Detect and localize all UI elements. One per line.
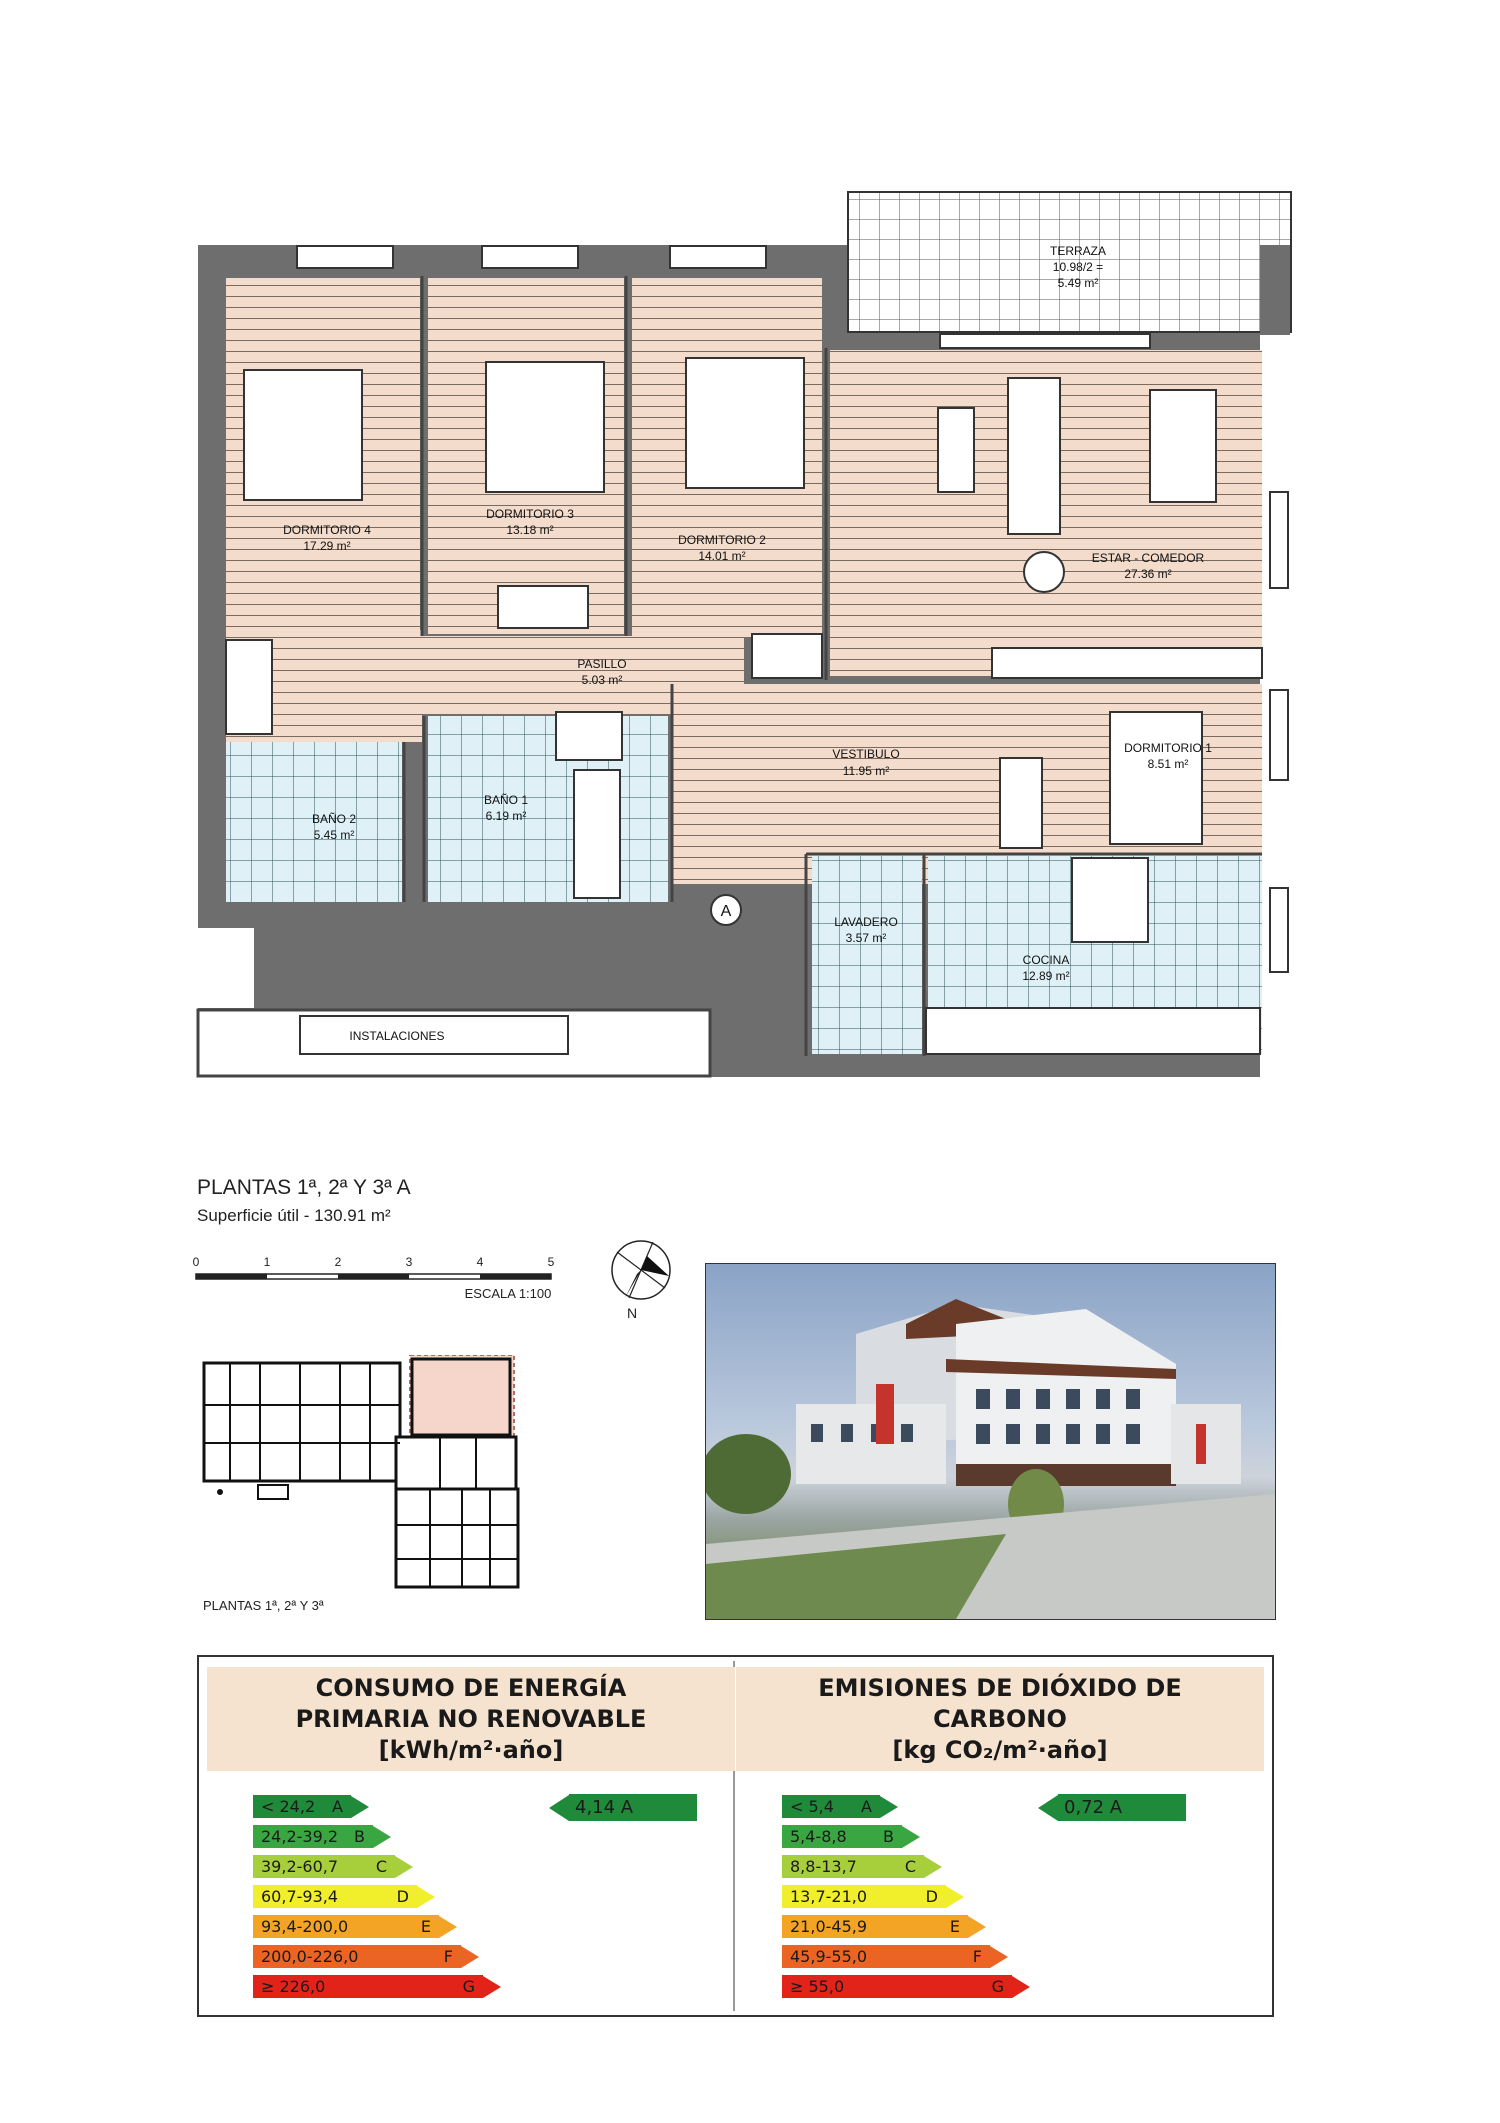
hall-bench: [992, 648, 1262, 678]
energy-band-f: [253, 1945, 479, 1968]
band-arrow-icon: [417, 1886, 435, 1908]
energy-consumption-rating: [549, 1794, 697, 1821]
bed-dormitorio-4: [244, 370, 362, 500]
room-label-name: TERRAZA: [1049, 244, 1107, 258]
co2-emissions-header: [736, 1667, 1264, 1771]
bed-dormitorio-2: [686, 358, 804, 488]
room-label-name: COCINA: [1022, 953, 1070, 967]
room-label-area: 3.57 m²: [845, 931, 887, 945]
band-arrow-icon: [924, 1856, 942, 1878]
panel-title-line: PRIMARIA NO RENOVABLE: [295, 1704, 647, 1733]
keyplan-label: PLANTAS 1ª, 2ª Y 3ª: [203, 1598, 324, 1613]
installations-label: INSTALACIONES: [349, 1029, 445, 1043]
scale-tick: 0: [192, 1255, 200, 1269]
key-plan: [200, 1355, 520, 1595]
band-range: 39,2-60,7: [261, 1857, 339, 1876]
dining-table: [1150, 390, 1216, 502]
energy-band-d: [253, 1885, 435, 1908]
energy-band-a: [782, 1795, 898, 1818]
band-letter: E: [949, 1917, 960, 1936]
plan-subtitle: Superficie útil - 130.91 m²: [197, 1206, 391, 1225]
band-range: 45,9-55,0: [790, 1947, 868, 1966]
room-label-area: 5.03 m²: [581, 673, 623, 687]
room-label-area-extra: 5.49 m²: [1057, 276, 1099, 290]
band-arrow-icon: [946, 1886, 964, 1908]
room-label-area: 11.95 m²: [842, 764, 890, 778]
band-letter: C: [904, 1857, 916, 1876]
room-label-area: 13.18 m²: [506, 523, 554, 537]
band-range: 5,4-8,8: [790, 1827, 847, 1846]
kitchen-counter: [926, 1008, 1260, 1054]
band-letter: E: [420, 1917, 431, 1936]
room-label-name: DORMITORIO 1: [1124, 741, 1212, 755]
band-range: < 5,4: [790, 1797, 834, 1816]
band-arrow-icon: [373, 1826, 391, 1848]
band-range: 60,7-93,4: [261, 1887, 339, 1906]
energy-band-d: [782, 1885, 964, 1908]
scale-tick: 1: [263, 1255, 271, 1269]
energy-band-e: [782, 1915, 986, 1938]
band-range: ≥ 226,0: [261, 1977, 326, 1996]
room-label-area: 6.19 m²: [485, 809, 527, 823]
band-letter: D: [396, 1887, 409, 1906]
panel-title-line: [kWh/m²·año]: [378, 1735, 564, 1764]
room-label-name: ESTAR - COMEDOR: [1091, 551, 1205, 565]
room-label-area: 27.36 m²: [1124, 567, 1172, 581]
entry-marker-label: A: [720, 903, 732, 920]
energy-band-g: [253, 1975, 501, 1998]
energy-band-b: [253, 1825, 391, 1848]
band-arrow-icon: [461, 1946, 479, 1968]
band-range: 24,2-39,2: [261, 1827, 339, 1846]
scale-bar: [190, 1250, 570, 1310]
plan-title: PLANTAS 1ª, 2ª Y 3ª A: [197, 1176, 411, 1199]
band-range: 13,7-21,0: [790, 1887, 868, 1906]
band-letter: F: [443, 1947, 453, 1966]
room-label-name: DORMITORIO 3: [486, 507, 574, 521]
panel-title-line: CARBONO: [933, 1704, 1067, 1733]
kitchen-table: [1072, 858, 1148, 942]
band-arrow-icon: [439, 1916, 457, 1938]
building-render-image: [705, 1263, 1276, 1620]
co2-emissions-rating: [1038, 1794, 1186, 1821]
shower: [556, 712, 622, 760]
energy-consumption-panel: [207, 1667, 735, 2005]
room-label-name: DORMITORIO 4: [283, 523, 371, 537]
energy-band-c: [253, 1855, 413, 1878]
room-label-name: VESTIBULO: [832, 747, 900, 761]
energy-band-f: [782, 1945, 1008, 1968]
desk: [498, 586, 588, 628]
energy-band-b: [782, 1825, 920, 1848]
energy-band-e: [253, 1915, 457, 1938]
scale-tick: 2: [334, 1255, 342, 1269]
room-label-name: BAÑO 2: [311, 812, 357, 826]
co2-emissions-panel: [736, 1667, 1264, 2005]
band-arrow-icon: [880, 1796, 898, 1818]
room-bano-1: [428, 716, 668, 902]
coffee-table: [938, 408, 974, 492]
band-arrow-icon: [351, 1796, 369, 1818]
room-label-area: 10.98/2 =: [1052, 260, 1104, 274]
energy-band-a: [253, 1795, 369, 1818]
scale-tick: 4: [476, 1255, 484, 1269]
north-label: N: [627, 1305, 638, 1321]
energy-certificate: [197, 1655, 1274, 2017]
band-range: 200,0-226,0: [261, 1947, 359, 1966]
rating-value: 0,72 A: [1058, 1794, 1186, 1821]
bed-dormitorio-1: [1110, 712, 1202, 844]
band-letter: A: [332, 1797, 343, 1816]
band-letter: G: [991, 1977, 1004, 1996]
panel-title-line: [kg CO₂/m²·año]: [892, 1735, 1108, 1764]
bed-dormitorio-3: [486, 362, 604, 492]
panel-title-line: EMISIONES DE DIÓXIDO DE: [818, 1673, 1182, 1702]
band-letter: F: [972, 1947, 982, 1966]
room-lavadero: [812, 856, 922, 1054]
band-range: ≥ 55,0: [790, 1977, 845, 1996]
energy-band-c: [782, 1855, 942, 1878]
band-range: 8,8-13,7: [790, 1857, 857, 1876]
energy-band-g: [782, 1975, 1030, 1998]
scale-tick: 5: [547, 1255, 555, 1269]
room-label-name: BAÑO 1: [483, 793, 529, 807]
room-label-name: PASILLO: [577, 657, 627, 671]
room-label-name: DORMITORIO 2: [678, 533, 766, 547]
sofa: [1008, 378, 1060, 534]
rating-arrow-icon: [1038, 1795, 1058, 1821]
band-letter: B: [354, 1827, 365, 1846]
band-arrow-icon: [395, 1856, 413, 1878]
band-range: 93,4-200,0: [261, 1917, 349, 1936]
scale-label: ESCALA 1:100: [464, 1286, 552, 1301]
band-letter: A: [861, 1797, 872, 1816]
band-range: 21,0-45,9: [790, 1917, 868, 1936]
band-letter: C: [375, 1857, 387, 1876]
band-letter: D: [925, 1887, 938, 1906]
energy-consumption-header: [207, 1667, 735, 1771]
room-label-area: 5.45 m²: [313, 828, 355, 842]
band-arrow-icon: [902, 1826, 920, 1848]
scale-tick: 3: [405, 1255, 413, 1269]
band-letter: B: [883, 1827, 894, 1846]
rating-arrow-icon: [549, 1795, 569, 1821]
room-label-area: 8.51 m²: [1147, 757, 1189, 771]
room-label-name: LAVADERO: [834, 915, 898, 929]
band-arrow-icon: [990, 1946, 1008, 1968]
room-label-area: 14.01 m²: [698, 549, 746, 563]
band-letter: G: [462, 1977, 475, 1996]
north-compass: [603, 1232, 683, 1322]
rating-value: 4,14 A: [569, 1794, 697, 1821]
band-arrow-icon: [483, 1976, 501, 1998]
panel-title-line: CONSUMO DE ENERGÍA: [315, 1673, 627, 1702]
room-label-area: 17.29 m²: [303, 539, 351, 553]
band-arrow-icon: [1012, 1976, 1030, 1998]
round-table: [1024, 552, 1064, 592]
band-range: < 24,2: [261, 1797, 316, 1816]
room-label-area: 12.89 m²: [1022, 969, 1070, 983]
wardrobe: [226, 640, 272, 734]
band-arrow-icon: [968, 1916, 986, 1938]
bathtub: [574, 770, 620, 898]
